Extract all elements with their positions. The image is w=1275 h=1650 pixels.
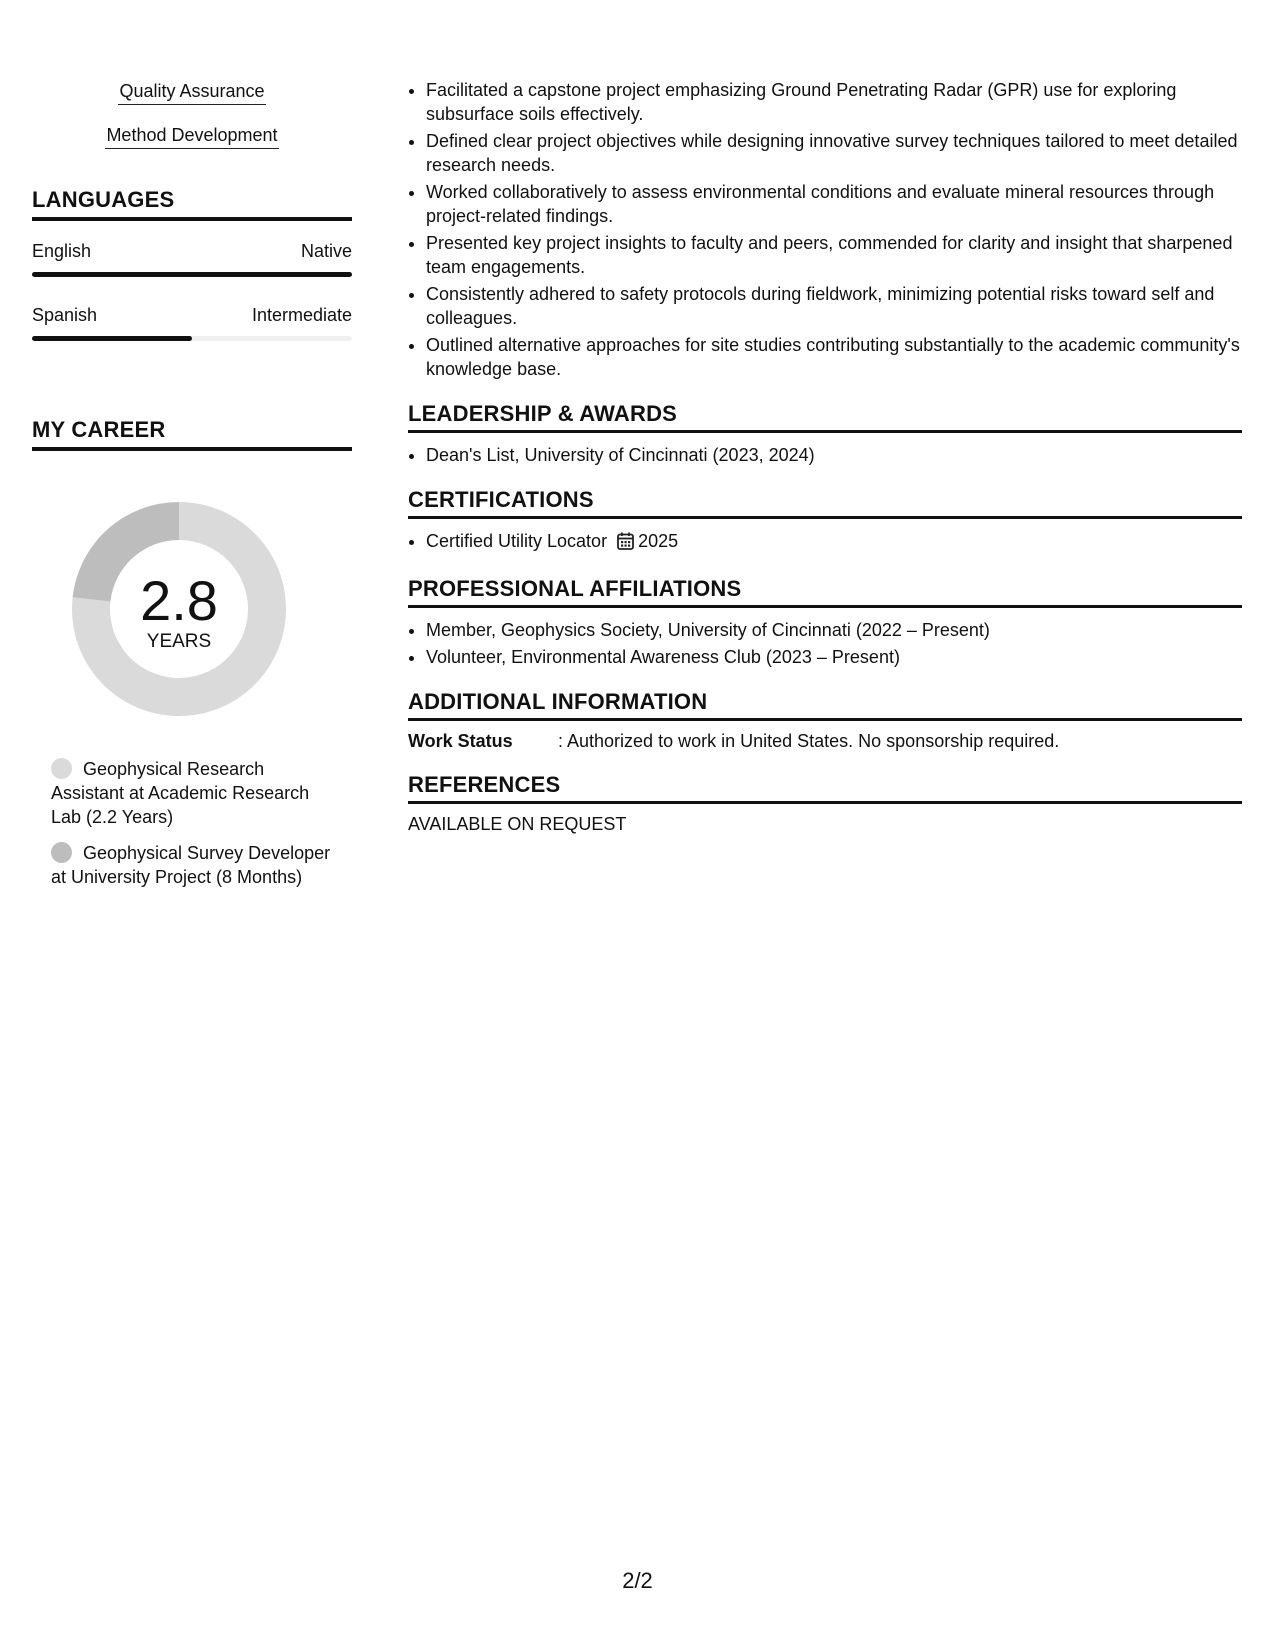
additional-info-title: ADDITIONAL INFORMATION (408, 689, 1242, 721)
donut-center (67, 497, 291, 721)
career-title: MY CAREER (32, 417, 352, 451)
languages-section (32, 187, 352, 341)
career-legend-item: Geophysical Survey Developer at University Project (8 Months) (51, 843, 331, 887)
work-status-row (408, 731, 1242, 752)
leadership-section (408, 443, 1242, 467)
career-total-unit: YEARS (146, 631, 212, 652)
career-donut-chart (67, 497, 291, 721)
experience-bullet: • Outlined alternative approaches for site studies contributing substantially to the academic community's knowledge base. (426, 333, 1242, 381)
language-proficiency-fill (32, 336, 192, 341)
language-level: Intermediate (251, 305, 352, 325)
language-name: English (32, 241, 92, 261)
language-proficiency-bar (32, 336, 352, 341)
experience-bullet: • Facilitated a capstone project emphasizing Ground Penetrating Radar (GPR) use for exploring subsurface soils effectively. (426, 78, 1242, 126)
language-row (32, 241, 352, 262)
skill-item: Quality Assurance (32, 78, 352, 105)
leadership-item: • Dean's List, University of Cincinnati (2023, 2024) (426, 443, 1242, 467)
experience-bullet: • Consistently adhered to safety protocols during fieldwork, minimizing potential risks toward self and colleagues. (426, 282, 1242, 330)
legend-dot-icon (51, 758, 72, 779)
page-number: 2/2 (622, 1568, 653, 1593)
career-total-years: 2.8 (140, 569, 218, 632)
legend-dot-icon (51, 842, 72, 863)
career-section (32, 417, 352, 889)
calendar-icon (617, 532, 634, 556)
affiliations-title: PROFESSIONAL AFFILIATIONS (408, 576, 1242, 608)
career-legend (51, 757, 341, 889)
languages-title: LANGUAGES (32, 187, 352, 221)
certification-name: Certified Utility Locator (426, 531, 608, 551)
certifications-section (408, 529, 1242, 556)
affiliation-item: • Member, Geophysics Society, University of Cincinnati (2022 – Present) (426, 618, 1242, 642)
experience-bullet: • Presented key project insights to faculty and peers, commended for clarity and insight that sharpened team engagements. (426, 231, 1242, 279)
work-status-label: Work Status (408, 731, 513, 751)
experience-bullet: • Defined clear project objectives while designing innovative survey techniques tailored to meet detailed research needs. (426, 129, 1242, 177)
language-level: Native (300, 241, 352, 261)
experience-bullet: • Worked collaboratively to assess environmental conditions and evaluate mineral resources through project-related findings. (426, 180, 1242, 228)
certifications-title: CERTIFICATIONS (408, 487, 1242, 519)
language-name: Spanish (32, 305, 98, 325)
career-legend-item: Geophysical Research Assistant at Academic Research Lab (2.2 Years) (51, 759, 310, 827)
left-column (32, 78, 352, 901)
skill-item: Method Development (32, 122, 352, 149)
language-proficiency-fill (32, 272, 352, 277)
certification-year: 2025 (638, 531, 679, 551)
experience-bullets (408, 78, 1242, 381)
language-proficiency-bar (32, 272, 352, 277)
leadership-title: LEADERSHIP & AWARDS (408, 401, 1242, 433)
affiliations-section (408, 618, 1242, 669)
references-title: REFERENCES (408, 772, 1242, 804)
references-text: AVAILABLE ON REQUEST (408, 814, 627, 834)
right-column (408, 78, 1242, 835)
affiliation-item: • Volunteer, Environmental Awareness Club (2023 – Present) (426, 645, 1242, 669)
work-status-value: : Authorized to work in United States. No sponsorship required. (558, 731, 1060, 751)
certification-item (426, 529, 1242, 556)
language-row (32, 305, 352, 326)
